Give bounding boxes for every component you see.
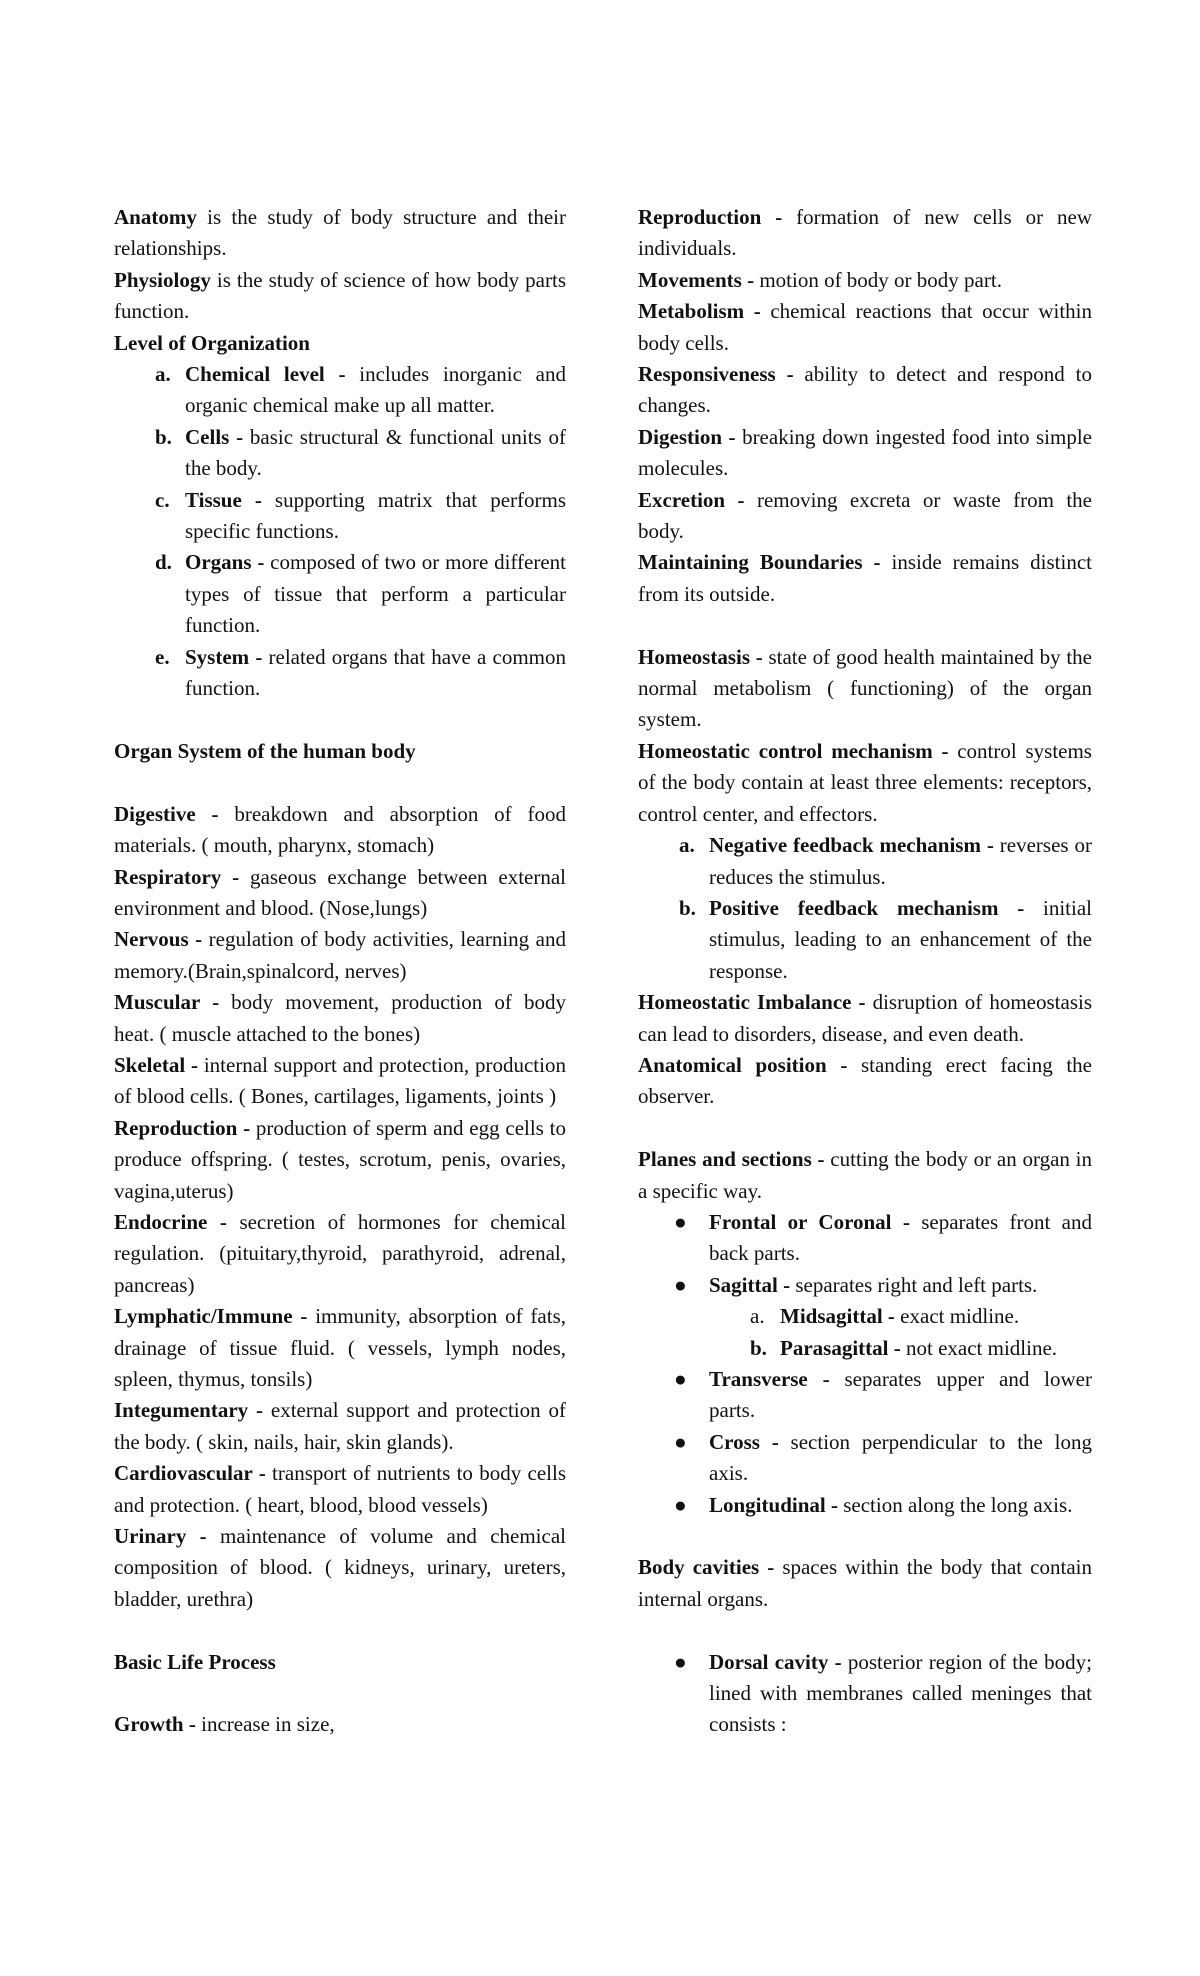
definition-control-mechanism (638, 736, 1092, 830)
item-text: reverses or reduces the stimulus. (709, 833, 1092, 889)
item-text: ability to detect and respond to changes. (638, 362, 1092, 418)
term: Urinary (114, 1524, 187, 1549)
spacer (114, 705, 566, 736)
spacer (638, 1615, 1092, 1646)
process-growth (114, 1709, 566, 1740)
organ-integumentary (114, 1395, 566, 1458)
list-item (114, 642, 566, 705)
item-text: secretion of hormones for chemical regulation. (pituitary,thyroid, parathyroid, adrenal, pancreas) (114, 1209, 566, 1297)
definition-text: is the study of body structure and their relationships. (114, 205, 566, 261)
definition-body-cavities (638, 1552, 1092, 1615)
term: Body cavities (638, 1555, 760, 1580)
planes-list-continued (638, 1364, 1092, 1521)
item-text: not exact midline. (905, 1335, 1058, 1360)
definition-anatomical-position (638, 1050, 1092, 1113)
process-boundaries (638, 547, 1092, 610)
term: Cross (709, 1429, 760, 1454)
separator: - (891, 1209, 922, 1234)
separator: - (744, 299, 771, 324)
definition-text: is the study of science of how body parts function. (114, 267, 566, 324)
item-text: cutting the body or an organ in a specific way. (638, 1147, 1093, 1203)
term: Movements (638, 267, 742, 292)
term: Homeostatic control mechanism (638, 738, 933, 763)
separator: - (862, 550, 892, 575)
list-item (638, 1270, 1092, 1301)
spacer (638, 610, 1092, 641)
organ-urinary (114, 1521, 566, 1615)
list-item (114, 359, 566, 422)
separator: - (237, 1115, 256, 1140)
term: Metabolism (638, 299, 745, 324)
heading-basic-life-process: Basic Life Process (114, 1649, 276, 1674)
item-text: section along the long axis. (843, 1492, 1073, 1517)
item-text: increase in size, (201, 1712, 335, 1737)
levels-list (114, 359, 566, 704)
bullet-icon: ● (674, 1367, 687, 1391)
list-marker: a. (679, 833, 695, 858)
process-excretion (638, 485, 1092, 548)
separator: - (828, 1649, 848, 1674)
term: Lymphatic/Immune (114, 1304, 293, 1329)
term: Anatomical position (638, 1052, 827, 1077)
term: Longitudinal (709, 1492, 826, 1517)
item-text: posterior region of the body; lined with membranes called meninges that consists : (709, 1649, 1093, 1737)
list-marker: b. (750, 1335, 767, 1360)
separator: - (324, 362, 360, 387)
separator: - (811, 1147, 831, 1172)
organ-lymphatic (114, 1301, 566, 1395)
sagittal-sublist (638, 1301, 1092, 1364)
bullet-icon: ● (674, 1209, 687, 1234)
list-marker: c. (155, 487, 170, 512)
organ-reproduction (114, 1113, 566, 1207)
separator: - (186, 1524, 220, 1549)
item-text: separates upper and lower parts. (709, 1367, 1093, 1423)
organ-muscular (114, 987, 566, 1050)
bullet-icon: ● (674, 1272, 687, 1297)
spacer (638, 1113, 1092, 1144)
spacer (114, 767, 566, 798)
left-column (114, 202, 566, 1741)
list-item (638, 893, 1092, 987)
item-text: disruption of homeostasis can lead to disorders, disease, and even death. (638, 990, 1092, 1046)
item-text: spaces within the body that contain internal organs. (638, 1555, 1092, 1611)
item-text: composed of two or more different types of tissue that perform a particular function. (185, 550, 566, 638)
term: Cells (185, 424, 230, 449)
term: Transverse (709, 1367, 808, 1391)
term-anatomy: Anatomy (114, 205, 197, 229)
term: Homeostatic Imbalance (638, 990, 852, 1015)
item-text: section perpendicular to the long axis. (709, 1429, 1092, 1486)
process-movements (638, 265, 1092, 296)
term: Planes and sections (638, 1147, 812, 1172)
separator: - (759, 1555, 783, 1580)
item-text: basic structural & functional units of the body. (185, 424, 566, 481)
separator: - (741, 267, 760, 292)
list-item (114, 547, 566, 641)
term: Cardiovascular (114, 1461, 253, 1486)
process-responsiveness (638, 359, 1092, 422)
separator: - (241, 487, 275, 512)
separator: - (750, 644, 769, 669)
term: Parasagittal (780, 1335, 889, 1360)
term: Organs (185, 550, 252, 575)
item-text: inside remains distinct from its outside. (638, 550, 1092, 606)
right-column (638, 202, 1092, 1741)
separator: - (882, 1304, 901, 1329)
separator: - (826, 1052, 861, 1077)
bullet-icon: ● (674, 1649, 687, 1674)
list-item (638, 1301, 1092, 1332)
term: Maintaining Boundaries (638, 550, 863, 575)
separator: - (777, 1272, 796, 1297)
item-text: external support and protection of the body. ( skin, nails, hair, skin glands). (114, 1398, 566, 1454)
separator: - (183, 1712, 202, 1737)
item-text: related organs that have a common function. (185, 644, 566, 701)
term: Reproduction (114, 1115, 238, 1140)
term: Muscular (114, 990, 200, 1015)
term: Negative feedback mechanism (709, 833, 981, 858)
definition-physiology (114, 265, 566, 328)
cavities-list (638, 1647, 1092, 1741)
term: Responsiveness (638, 362, 776, 387)
item-text: supporting matrix that performs specific functions. (185, 487, 566, 544)
separator: - (248, 1398, 271, 1423)
separator: - (807, 1367, 845, 1391)
process-digestion (638, 422, 1092, 485)
separator: - (759, 1429, 791, 1454)
item-text: transport of nutrients to body cells and protection. ( heart, blood, blood vessels) (114, 1461, 566, 1517)
separator: - (195, 801, 235, 826)
item-text: production of sperm and egg cells to produce offspring. ( testes, scrotum, penis, ovaries, vagina,uterus) (114, 1115, 566, 1203)
term: Digestive (114, 801, 196, 826)
list-marker: a. (750, 1304, 765, 1329)
spacer (114, 1678, 566, 1709)
separator: - (980, 833, 1000, 858)
term: Skeletal (114, 1052, 186, 1077)
list-item (114, 485, 566, 548)
term: Tissue (185, 487, 242, 512)
separator: - (229, 424, 250, 449)
term: Chemical level (185, 362, 325, 387)
item-text: standing erect facing the observer. (638, 1052, 1092, 1109)
organ-cardiovascular (114, 1458, 566, 1521)
list-marker: d. (155, 550, 172, 575)
item-text: maintenance of volume and chemical composition of blood. ( kidneys, urinary, ureters, bladder, urethra) (114, 1524, 566, 1611)
list-marker: b. (155, 424, 172, 449)
separator: - (207, 1209, 240, 1234)
organ-skeletal (114, 1050, 566, 1113)
heading-organ-system: Organ System of the human body (114, 738, 416, 763)
organ-respiratory (114, 862, 566, 925)
list-marker: e. (155, 644, 170, 669)
bullet-icon: ● (674, 1429, 687, 1454)
item-text: motion of body or body part. (759, 267, 1002, 292)
term: Midsagittal (780, 1304, 883, 1329)
organ-nervous (114, 924, 566, 987)
definition-homeostasis (638, 642, 1092, 736)
term: Reproduction (638, 205, 762, 229)
separator: - (775, 362, 805, 387)
term: Digestion (638, 424, 722, 449)
separator: - (188, 927, 209, 952)
spacer (638, 1521, 1092, 1552)
term: Excretion (638, 487, 726, 512)
term: Frontal or Coronal (709, 1209, 892, 1234)
list-item (638, 1333, 1092, 1364)
term: Dorsal cavity (709, 1649, 829, 1674)
item-text: chemical reactions that occur within body cells. (638, 299, 1092, 355)
item-text: removing excreta or waste from the body. (638, 487, 1092, 544)
list-item (638, 1647, 1092, 1741)
process-metabolism (638, 296, 1092, 359)
separator: - (932, 738, 958, 763)
list-marker: b. (679, 895, 696, 920)
list-item (638, 830, 1092, 893)
item-text: immunity, absorption of fats, drainage of tissue fluid. ( vessels, lymph nodes, spleen, thymus, tonsils) (114, 1304, 566, 1391)
list-item (638, 1490, 1092, 1521)
separator: - (722, 424, 743, 449)
separator: - (185, 1052, 204, 1077)
separator: - (851, 990, 873, 1015)
separator: - (761, 205, 797, 229)
item-text: regulation of body activities, learning and memory.(Brain,spinalcord, nerves) (114, 927, 566, 983)
term: Respiratory (114, 864, 222, 889)
item-text: breakdown and absorption of food materials. ( mouth, pharynx, stomach) (114, 801, 566, 858)
item-text: formation of new cells or new individuals. (638, 205, 1092, 261)
bullet-icon: ● (674, 1492, 687, 1517)
list-item (638, 1364, 1092, 1427)
item-text: control systems of the body contain at least three elements: receptors, control center, and effectors. (638, 738, 1092, 826)
item-text: internal support and protection, production of blood cells. ( Bones, cartilages, ligaments, joints ) (114, 1052, 566, 1109)
heading-level-of-organization: Level of Organization (114, 330, 310, 355)
item-text: breaking down ingested food into simple molecules. (638, 424, 1092, 481)
separator: - (199, 990, 232, 1015)
term: Positive feedback mechanism (709, 895, 999, 920)
item-text: separates front and back parts. (709, 1209, 1092, 1266)
definition-imbalance (638, 987, 1092, 1050)
planes-list (638, 1207, 1092, 1301)
definition-planes (638, 1144, 1092, 1207)
separator: - (251, 550, 271, 575)
process-reproduction (638, 202, 1092, 265)
separator: - (998, 895, 1043, 920)
term-physiology: Physiology (114, 267, 211, 292)
list-marker: a. (155, 362, 171, 387)
term: Sagittal (709, 1272, 778, 1297)
feedback-list (638, 830, 1092, 987)
separator: - (725, 487, 757, 512)
term: Endocrine (114, 1209, 208, 1234)
organ-digestive (114, 799, 566, 862)
term: Homeostasis (638, 644, 750, 669)
list-item (114, 422, 566, 485)
item-text: exact midline. (900, 1304, 1020, 1329)
separator: - (825, 1492, 844, 1517)
term: System (185, 644, 250, 669)
list-item (638, 1427, 1092, 1490)
term: Integumentary (114, 1398, 249, 1423)
list-item (638, 1207, 1092, 1270)
separator: - (888, 1335, 906, 1360)
spacer (114, 1615, 566, 1646)
item-text: body movement, production of body heat. ( muscle attached to the bones) (114, 990, 566, 1046)
separator: - (249, 644, 269, 669)
separator: - (221, 864, 251, 889)
separator: - (252, 1461, 273, 1486)
definition-anatomy (114, 202, 566, 265)
item-text: gaseous exchange between external environment and blood. (Nose,lungs) (114, 864, 567, 920)
item-text: separates right and left parts. (795, 1272, 1038, 1297)
item-text: initial stimulus, leading to an enhancement of the response. (709, 895, 1092, 983)
organ-endocrine (114, 1207, 566, 1301)
term: Nervous (114, 927, 189, 952)
term: Growth (114, 1712, 184, 1737)
item-text: includes inorganic and organic chemical make up all matter. (185, 362, 566, 418)
separator: - (292, 1304, 316, 1329)
item-text: state of good health maintained by the normal metabolism ( functioning) of the organ system. (638, 644, 1092, 732)
